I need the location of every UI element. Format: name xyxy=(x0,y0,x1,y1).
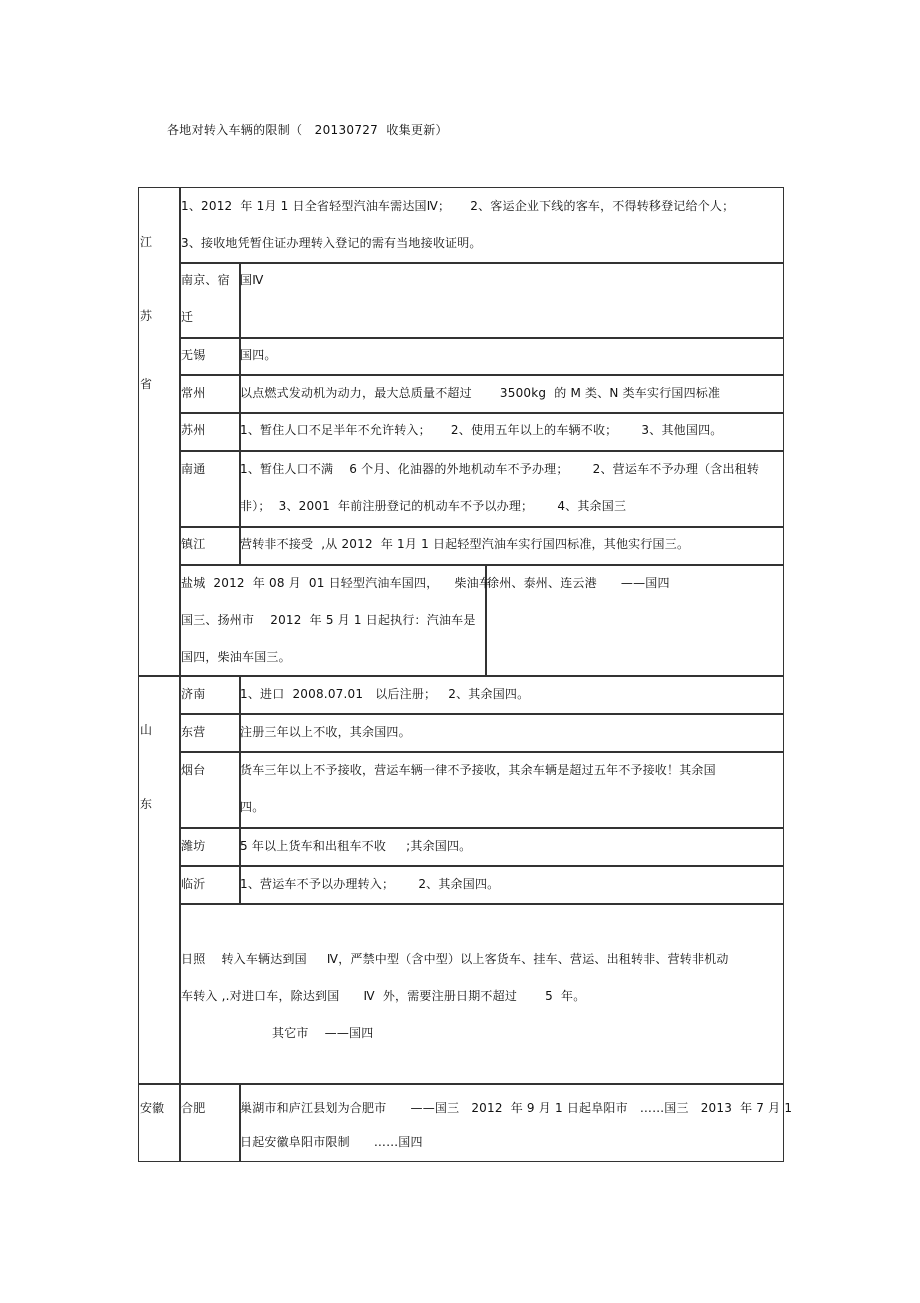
rule-hefei-line-1: 巢湖市和庐江县划为合肥市 ——国三 2012 年 9 月 1 日起阜阳市 ……国三 2013 年 7 月 1 xyxy=(240,1101,793,1115)
rule-nantong-line-2: 非）； 3、2001 年前注册登记的机动车不予以办理； 4、其余国三 xyxy=(240,499,627,513)
province-label-shandong-2: 东 xyxy=(140,797,153,811)
rule-cell-wuxi xyxy=(240,338,784,375)
rule-yancheng-line-2: 国三、扬州市 2012 年 5 月 1 日起执行：汽油车是 xyxy=(181,613,476,627)
city-name-dongying: 东营 xyxy=(181,725,206,739)
rule-xuzhou-group: 徐州、泰州、连云港 ——国四 xyxy=(487,576,670,590)
city-name-jinan: 济南 xyxy=(181,687,206,701)
city-name-changzhou: 常州 xyxy=(181,386,206,400)
rule-cell-nanjing xyxy=(240,263,784,338)
province-label-shandong-1: 山 xyxy=(140,723,153,737)
province-label-jiangsu-1: 江 xyxy=(140,235,153,249)
city-name-wuxi: 无锡 xyxy=(181,348,206,362)
city-name-nantong: 南通 xyxy=(181,462,206,476)
rule-jinan: 1、进口 2008.07.01 以后注册； 2、其余国四。 xyxy=(240,687,530,701)
jiangsu-general-line-2: 3、接收地凭暂住证办理转入登记的需有当地接收证明。 xyxy=(181,236,482,250)
rule-linyi: 1、营运车不予以办理转入； 2、其余国四。 xyxy=(240,877,500,891)
rule-rizhao-line-2: 车转入 ,.对进口车，除达到国 Ⅳ 外，需要注册日期不超过 5 年。 xyxy=(181,989,586,1003)
rule-nantong-line-1: 1、暂住人口不满 6 个月、化油器的外地机动车不予办理； 2、营运车不予办理（含出租转 xyxy=(240,462,760,476)
city-name-weifang: 潍坊 xyxy=(181,839,206,853)
document-title: 各地对转入车辆的限制（ 20130727 收集更新） xyxy=(167,123,448,137)
province-label-jiangsu-3: 省 xyxy=(140,377,153,391)
city-name-nanjing-1: 南京、宿 xyxy=(181,273,230,287)
rule-yancheng-line-1: 盐城 2012 年 08 月 01 日轻型汽油车国四， 柴油车 xyxy=(181,576,492,590)
city-name-yantai: 烟台 xyxy=(181,763,206,777)
rule-rizhao-line-1: 日照 转入车辆达到国 Ⅳ，严禁中型（含中型）以上客货车、挂车、营运、出租转非、营转非机动 xyxy=(181,952,729,966)
rule-shandong-others: 其它市 ——国四 xyxy=(272,1026,374,1040)
rule-yantai-line-2: 四。 xyxy=(240,800,265,814)
rule-yancheng-line-3: 国四，柴油车国三。 xyxy=(181,650,291,664)
province-label-jiangsu-2: 苏 xyxy=(140,309,153,323)
rule-weifang: 5 年以上货车和出租车不收 ;其余国四。 xyxy=(240,839,472,853)
rule-yantai-line-1: 货车三年以上不予接收，营运车辆一律不予接收，其余车辆是超过五年不予接收！其余国 xyxy=(240,763,716,777)
rule-suzhou: 1、暂住人口不足半年不允许转入； 2、使用五年以上的车辆不收； 3、其他国四。 xyxy=(240,423,723,437)
city-name-hefei: 合肥 xyxy=(181,1101,206,1115)
rule-changzhou: 以点燃式发动机为动力，最大总质量不超过 3500kg 的 M 类、N 类车实行国四标准 xyxy=(240,386,721,400)
city-name-suzhou: 苏州 xyxy=(181,423,206,437)
rule-dongying: 注册三年以上不收，其余国四。 xyxy=(240,725,411,739)
province-label-anhui: 安徽 xyxy=(140,1101,165,1115)
rule-hefei-line-2: 日起安徽阜阳市限制 ……国四 xyxy=(240,1135,423,1149)
rule-zhenjiang: 营转非不接受 ,从 2012 年 1月 1 日起轻型汽油车实行国四标准，其他实行国三。 xyxy=(240,537,690,551)
jiangsu-general-line-1: 1、2012 年 1月 1 日全省轻型汽油车需达国Ⅳ； 2、客运企业下线的客车，不得转移登记给个人； xyxy=(181,199,735,213)
city-name-linyi: 临沂 xyxy=(181,877,206,891)
rule-nanjing: 国Ⅳ xyxy=(240,273,264,287)
city-name-zhenjiang: 镇江 xyxy=(181,537,206,551)
rule-wuxi: 国四。 xyxy=(240,348,277,362)
city-name-nanjing-2: 迁 xyxy=(181,310,194,324)
